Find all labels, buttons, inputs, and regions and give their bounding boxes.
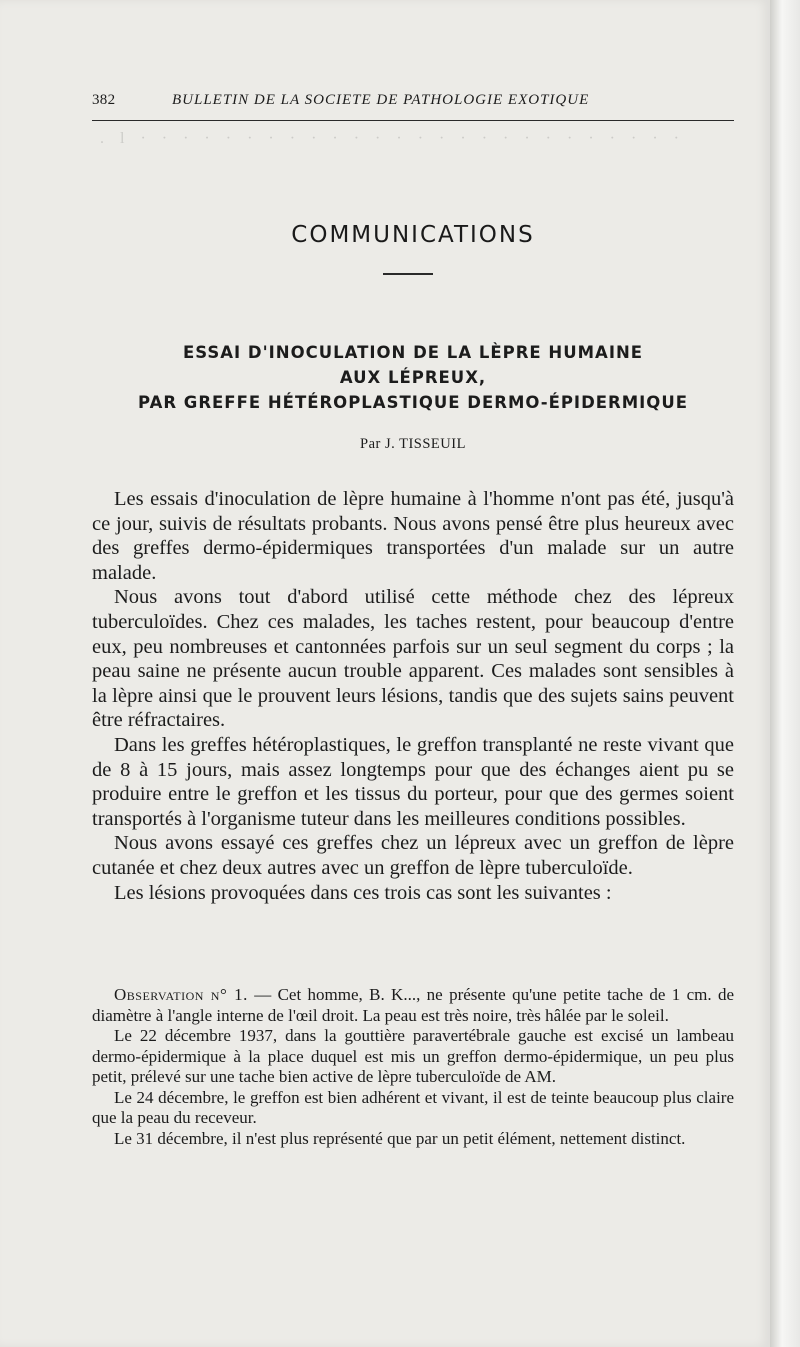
article-title-line: PAR GREFFE HÉTÉROPLASTIQUE DERMO-ÉPIDERMIQUE [137, 393, 688, 412]
observation-text: — Cet homme, B. K..., ne présente qu'une petite tache de 1 cm. de diamètre à l'angle interne de l'œil droit. La peau est très noire, très hâlée par le soleil. [92, 985, 735, 1025]
show-through-text: . l · · · · · · · · · · · · · · · · · · · · · · · · · · [100, 130, 685, 147]
page-edge [770, 0, 800, 1347]
observation-block [92, 985, 734, 1149]
title-divider [383, 273, 433, 275]
section-title: COMMUNICATIONS [291, 222, 535, 248]
body-paragraph: Dans les greffes hétéroplastiques, le greffon transplanté ne reste vivant que de 8 à 15 jours, mais assez longtemps pour que des échanges aient pu se produire entre le greffon et les tissus du porteur, pour que des germes soient transportés à l'organisme tuteur dans les meilleures conditions possibles. [92, 733, 734, 830]
observation-label: Observation n° 1. [114, 985, 248, 1004]
journal-title: BULLETIN DE LA SOCIETE DE PATHOLOGIE EXOTIQUE [172, 92, 590, 108]
article-title [92, 340, 734, 415]
body-paragraph: Les lésions provoquées dans ces trois cas sont les suivantes : [114, 881, 612, 904]
body-paragraph: Nous avons tout d'abord utilisé cette méthode chez des lépreux tuberculoïdes. Chez ces malades, les taches restent, pour beaucoup d'entre eux, peu nombreuses et cantonnées parfois sur un seul segment du corps ; la peau saine ne présente aucun trouble apparent. Ces malades sont sensibles à la lèpre ainsi que le prouvent leurs lésions, tandis que des sujets sains peuvent être réfractaires. [92, 586, 734, 732]
observation-paragraph [92, 985, 734, 1026]
article-title-line: AUX LÉPREUX, [339, 368, 487, 387]
header-rule [92, 120, 734, 121]
observation-paragraph: Le 24 décembre, le greffon est bien adhérent et vivant, il est de teinte beaucoup plus claire que la peau du receveur. [92, 1087, 734, 1127]
observation-paragraph: Le 31 décembre, il n'est plus représenté que par un petit élément, nettement distinct. [114, 1128, 686, 1148]
body-paragraph: Nous avons essayé ces greffes chez un lépreux avec un greffon de lèpre cutanée et chez deux autres avec un greffon de lèpre tuberculoïde. [92, 832, 734, 879]
running-header [92, 92, 734, 112]
page-number: 382 [92, 92, 116, 108]
body-paragraph: Les essais d'inoculation de lèpre humaine à l'homme n'ont pas été, jusqu'à ce jour, suivis de résultats probants. Nous avons pensé être plus heureux avec des greffes dermo-épidermiques transportées d'un malade sur un autre malade. [92, 488, 734, 584]
article-title-line: ESSAI D'INOCULATION DE LA LÈPRE HUMAINE [182, 343, 644, 362]
article-author: Par J. TISSEUIL [360, 436, 466, 452]
observation-paragraph: Le 22 décembre 1937, dans la gouttière paravertébrale gauche est excisé un lambeau dermo-épidermique à la place duquel est mis un greffon dermo-épidermique, un peu plus petit, prélevé sur une tache bien active de lèpre tuberculoïde de AM. [92, 1026, 734, 1086]
article-body [92, 487, 734, 905]
